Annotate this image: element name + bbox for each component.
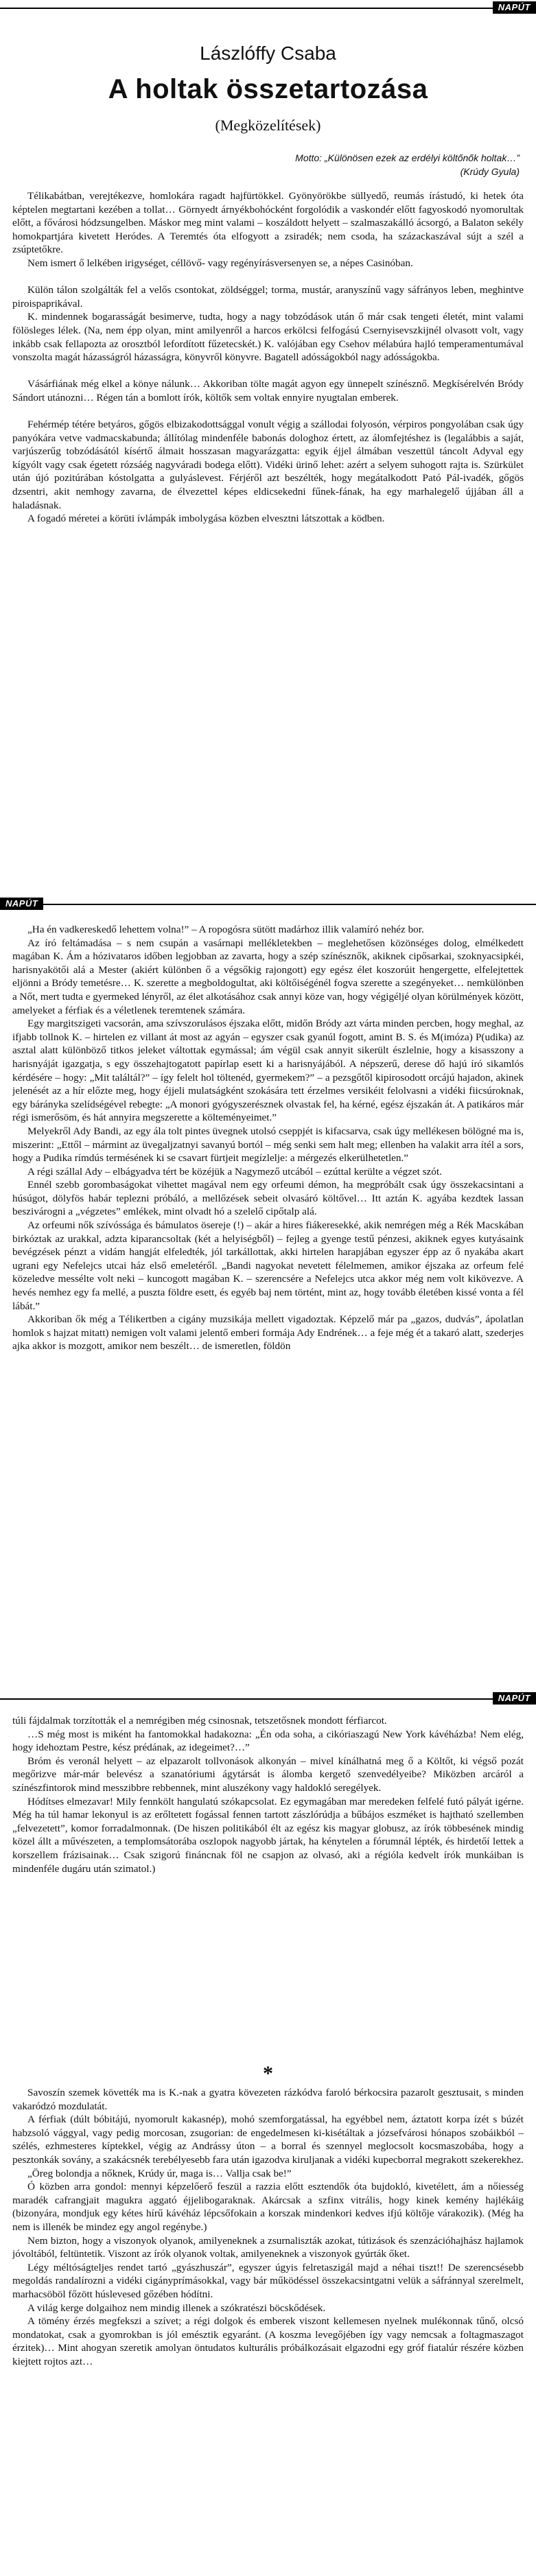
motto-quote: Motto: „Különösen ezek az erdélyi költőnők holtak…” — [295, 152, 520, 163]
paragraph: Ennél szebb gorombaságokat vihettet magával nem egy orfeumi démon, ha megpróbált csak úgy összekacsintani a húsúgot, dölyfös habár teplezni próbáló, a mellőzések sebeit olvasáró költővel… Itt aztán K. agyába kezdtek lassan beszivárogni a „végzetes” emlékek, mint olvadt hó a szelelő cipőtalp alá. — [12, 1179, 524, 1218]
motto-attribution: (Krúdy Gyula) — [460, 166, 520, 177]
paragraph: …S még most is miként ha fantomokkal hadakozna: „Én oda soha, a cikóriaszagú New York kávéházba! Nem elég, hogy idehoztam Pestre, kész prédának, az idegeimet?…” — [12, 1728, 524, 1754]
paragraph: Nem ismert ő lelkében irigységet, céllövő- vagy regényírásversenyen se, a népes Casinóban. — [27, 257, 413, 269]
paragraph: Melyekről Ady Bandi, az egy ála tolt pintes üvegnek utolsó cseppjét is kifacsarva, csak úgy mellékesen bölögné ma is, miszerint: „Ettől – mármint az üvegaljzatnyi savanyú bortól – még senki sem halt meg; ellenben ha valakit arra ítél a sors, hogy a Pudika rímdús termésének ki se csavart fürtjeit megízlelje: a mérgezés elkerülhetetlen.” — [12, 1125, 524, 1164]
divider-rule — [0, 1698, 536, 1700]
paragraph: Az író feltámadása – s nem csupán a vasárnapi mellékletekben – meglehetősen közönséges dolog, elmélkedett magában K. Ám a hózivataros időben legjobban az zavarta, hogy a szép színésznők, akiknek cipősarkai, szoknyacsipkéi, harisnyakötői alá a Mester (akiért különben ő a végsőkig rajongott) egy egész élet koszorúit hengergette, elfelejtettek eljönni a Bródy temetésre… K. szerette a megboldogultat, aki költőiségénél fogva szerette a szegényeket… nemkülönben a Nőt, mert tudta e gyermeked lényről, az élet alkotásához csak annyi köze van, hogy végigéljé olyan körülmények között, amelyeket a férfiak és a véletlenek teremtenek számára. — [12, 937, 524, 1016]
paragraph: A világ kerge dolgaihoz nem mindig illenek a szókratészi böcskődések. — [27, 2302, 326, 2314]
magazine-logo: NAPÚT — [493, 1692, 536, 1705]
paragraph: Légy méltóságteljes rendet tartó „gyászhuszár”, egyszer úgyis felretaszigál majd a néhai tiszt!! De szerencsésebb megoldás randalírozni a vidéki cigányprímásokkal, vagy bár működéssel összekacsintgatni velük a sáfránnyal szerelmelt, marhacsöböl főzött húslevesed gőzében hódítni. — [12, 2261, 524, 2300]
paragraph: Vásárfiának még elkel a könye nálunk… Akkoriban tölte magát agyon egy ünnepelt színésznő. Megkísérelvén Bródy Sándort utánozni… Régen tán a bomlott írók, költők sem voltak ennyire nyugtalan emberek. — [12, 378, 524, 403]
article-section-4 — [12, 2086, 524, 2571]
paragraph: Savoszín szemek követték ma is K.-nak a gyatra kövezeten rázkódva faroló bérkocsira pazarolt gesztusait, s minden vakaródzó mozdulatát. — [12, 2087, 524, 2112]
paragraph: Ó közben arra gondol: mennyi képzelőerő feszül a razzia előtt esztendők óta bujdokló, kivetélett, ám a nőiesség maradék cafrangjait magukra aggató éjjelibogaraknak. Akárcsak a szfinx vitrális, hogy kinek kemény hajlékáig (bizonyára, mondjuk egy kétes hírű kávéház lépcsőfokain a korszak mindenkori kedves ifjú költője várakozik). (Még ha nem is illenék be mindez egy angol regénybe.) — [12, 2181, 524, 2233]
paragraph: Nem bizton, hogy a viszonyok olyanok, amilyeneknek a zsurnaliszták azokat, tútizások és szenzációhajhász hajlamok jóvoltából, feltüntetik. Viszont az írók olyanok voltak, amilyeneknek a viszonyok gyúrták őket. — [12, 2234, 524, 2260]
section-divider-band — [0, 1692, 536, 1705]
paragraph: Akkoriban ők még a Télikertben a cigány muzsikája mellett vigadoztak. Képzelő már pa „gazos, dudvás”, ápolatlan homlok s hajzat mitatt) nemigen volt valami jelentő emberi formája Ady Endrének… a feje még ét a takaró alatt, szederjes ajka akkor is mozgott, amikor nem beszélt… de ismeretlen, földön — [12, 1313, 524, 1353]
article-title: A holtak összetartozása — [108, 74, 428, 104]
section-separator-asterisk: * — [263, 2062, 273, 2085]
magazine-logo: NAPÚT — [0, 898, 43, 910]
paragraph: A régi szállal Ady – elbágyadva tért be közéjük a Nagymező utcából – ezúttal kerülte a végzet szót. — [27, 1165, 442, 1178]
author-name: Lászlóffy Csaba — [200, 43, 336, 64]
paragraph: A férfiak (dúlt bóbitájú, nyomorult kakasnép), mohó szemforgatással, ha egyébbel nem, áztatott korpa ízét s búzét habzsoló vággyal, vagy pedig morcosan, zsugorian: de engedelmesen ki-kisétáltak a józsefvárosi hónapos szobáikból – szélés, ezhmesteres kíptekkel, végig az Andrássy úton – a borral és szennyel meglocsolt kocsmaszobába, hogy a pesztonkák sovány, a szakácsnék terebélyesebb fara után igazodva kiruljanak a vidéki kupecborral megrakott szekerekhez. — [12, 2114, 524, 2166]
article-section-1 — [12, 189, 524, 876]
paragraph: Hódítses elmezavar! Mily fennkölt hangulatú szókapcsolat. Ez egymagában mar meredeken felfelé futó pályát igérne. Még ha túl hamar lekonyul is az erőltetett fogással fennen tartott zászlórúdja a bűbájos eszméket is hajtható szellemben „felvezetett”, komor forradalmonnak. (De hiszen politikából élt az egész kis magyar globusz, az írók többesének mindig közel állt a művészeten, a templomsátorába oszlopok nagyobb jártak, ha kénytelen a fórumnál lépték, és hirdetőí lettek a korszellem frázisainak… Csak szigorú fináncnak föl ne csapjon az olvasó, aki a régióla kedvelt írók munkáiban is mindenféle dugáru után szimatol.) — [12, 1795, 524, 1875]
paragraph: Az orfeumi nők szívóssága és bámulatos ösereje (!) – akár a hires fiákeresekké, akik nemrégen még a Rék Macskában birkóztak az urakkal, adzta kiparancsoltak (két a helyiségből) – fejleg a gyenge testű pénzesi, akiknek egyes kutyásaink bevégzések pénzt a vidám hangját elfeledték, jól tarkállottak, akki hirtelen harapjában egyszer épp az ő nyakába akart ugrani egy Nefelejcs utcai ház első emeletéről. „Bandi nagyokat nevetett félelmemen, amikor éjszaka az orfeum felé közeledve messélte volt neki – kuncogott magában K. – szerencsére a Nefelejcs utca akkor még nem volt kikövezve. A hevés nemhez egy fa mellé, a puszta földre esett, és egyéb baj nem történt, mint az, hogy tovább életében kissé vonta a fél lábát.” — [12, 1219, 524, 1312]
header-rule — [0, 8, 536, 9]
paragraph: Fehérmép tétére betyáros, gőgös elbizakodottsággal vonult végig a szállodai folyosón, vérpiros pongyolában csak úgy panyókára vetve vadmacskabunda; állítólag mindenféle babonás dologhoz értett, az álomfejtéshez is (legalábbis a saját, varjúszerűg tobzódásától kísértő álmait hosszasan magyarázgatta: egyik éjjel álmában veszettül táncolt Adyval egy kígyólt vagy csak égetett rózsáég nagyváradi bodega előtt). Vidéki ürinő lehet: azért a selyem suhogott rajta is. Szürkület után újó pozitúrában kóstolgatta a gulyáslevest. Férjéről azt beszélték, hogy megátalkodott Pató Pál-ivadék, gőgös dzsentri, akit nemhogy zavarna, de élvezettel képes eldicsekedni fűnek-fának, ha egy marhalegelő újjában áll a haladásnak. — [12, 419, 524, 511]
paragraph: K. mindennek bogarasságát besimerve, tudta, hogy a nagy tobzódások után ő már csak tengeti életét, mint valami fölösleges lélek. (Na, nem épp olyan, mint amilyenről a harcos erkölcsi felfogású Csernyisevszkijnél olvasott volt, vagy inkább csak fellapozta az orosztból lefordított fűzetecskét.) K. valójában egy Csehov mélabúra hajló temperamentumával vonszolta magát házasságról házasságra, könyvről könyvre. Bagatell adósságokból nagy adósságokba. — [12, 311, 524, 364]
header-band — [0, 1, 536, 14]
article-subtitle: (Megközelítések) — [215, 117, 321, 134]
paragraph: Egy margitszigeti vacsorán, ama szívszorulásos éjszaka előtt, midőn Bródy azt várta minden percben, hogy meghal, az ifjabb tollnok K. – hirtelen ez villant át most az agyán – egyszer csak gyanúl fogott, amint B. S. és M(imóza) P(udika) az asztal alatt különböző titkos jeleket váltottak egymással; ám végül csak annyit sikerült észlelnie, hogy a kisasszony a harisnyáját igazgatja, s egy összehajtogatott papírlap esett ki a harisnyájából. A népszerű, derese dő hajú író sikamlós kérdésére – hogy: „Mit találtál?” – így felelt hol töltenéd, gyermekem?” – a pezsgőtől kipirosodott orcájú hajadon, akinek jelenését az a hír előzte meg, hogy éjjeli mulatságként szokására tett érzelmes versikéit felolvasni a vidéki fiicsúroknak, egy bárányka szelídségével rebegte: „A monori gyógyszerésznek olvastak fel, ha kérné, egész éjszakán át. A patikáros már régi ismerősöm, és hát annyira megszerette a költeményeimet.” — [12, 1018, 524, 1124]
magazine-logo: NAPÚT — [493, 1, 536, 14]
motto — [295, 151, 520, 178]
paragraph: Bróm és veronál helyett – az elpazarolt tollvonások alkonyán – mivel kínálhatná meg ő a Költőt, ki végső pozát megőrizve már-már belevész a szanatóriumi ágytársát is álomba kergető szenvedélyeibe? Miközben arcáról a színészfintorok mind messzibbre rebbennek, mint aluszékony vagy haldokló seregélyek. — [12, 1755, 524, 1794]
section-divider-band — [0, 898, 536, 910]
paragraph: Külön tálon szolgálták fel a velős csontokat, zöldséggel; torma, mustár, aranyszínű vagy sáfrányos leben, meghintve piroispaprikával. — [12, 284, 524, 309]
paragraph: A tömény érzés megfekszi a szívet; a régi dolgok és emberek viszont kellemesen nyelnek mulékonnak tűnő, olcsó mondatokat, csak a gyomrokban is jól emésztik egyaránt. (A koszma levegőjében így vagy nemcsak a foltagmaszagot érzitek)… Mint ahogyan szeretik amolyan öntudatos kulturális próbálkozásait elgazodni egy gróf fiatalúr részére közben kiejtett rojtos azt… — [12, 2315, 524, 2367]
paragraph: „Öreg bolondja a nőknek, Krúdy úr, maga is… Vallja csak be!” — [27, 2167, 292, 2179]
paragraph: túli fájdalmak torzították el a nemrégiben még csinosnak, tetszetősnek mondott férfiarcot. — [12, 1715, 387, 1726]
divider-rule — [0, 904, 536, 905]
paragraph: A fogadó méretei a körüti ívlámpák imbolygása közben elvesztni látszottak a ködben. — [27, 513, 385, 525]
paragraph: Télikabátban, verejtékezve, homlokára ragadt hajfürtökkel. Gyönyörökbe süllyedő, reumás írástudó, ki hetek óta képtelen megtartani kezében a tollat… Görnyedt árnyékbohócként forgolódik a vaskondér előtt fagyoskodó nyomorultak előtt, a fővárosi hódzsungelben. Máskor meg mint valami – koszáldott helyett – szalmaszakálló ácsorgó, a Balaton sekély homokpartjára kivetett Heródes. A Teremtés óta elfogyott a zsiradék; nem csoda, ha százackaszával sújt a szél a zsúptetőkre. — [12, 190, 524, 256]
article-section-2 — [12, 923, 524, 1674]
paragraph: „Ha én vadkereskedő lehettem volna!” – A ropogósra sütött madárhoz illik valamíró nehéz bor. — [27, 924, 424, 935]
article-section-3 — [12, 1714, 524, 2057]
